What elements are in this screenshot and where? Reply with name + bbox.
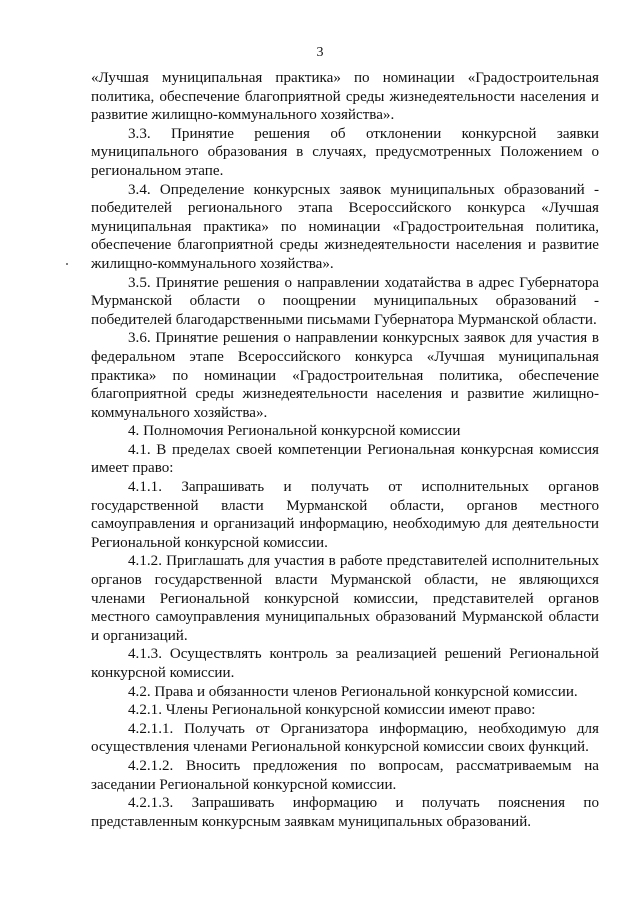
paragraph-4-2-1: 4.2.1. Члены Региональной конкурсной комиссии имеют право: (128, 702, 536, 719)
paragraph-4-1: 4.1. В пределах своей компетенции Региональная конкурсная комиссия имеет право: (91, 441, 599, 477)
paragraph-4-2-1-1: 4.2.1.1. Получать от Организатора информацию, необходимую для осуществления членами Региональной конкурсной комиссии своих функций. (91, 720, 599, 756)
paragraph-4-2-1-3: 4.2.1.3. Запрашивать информацию и получать пояснения по представленным конкурсным заявкам муниципальных образований. (91, 795, 599, 830)
paragraph-continuation: «Лучшая муниципальная практика» по номинации «Градостроительная политика, обеспечение благоприятной среды жизнедеятельности населения и развитие жилищно-коммунального хозяйства». (91, 70, 599, 124)
paragraph-4-1-3: 4.1.3. Осуществлять контроль за реализацией решений Региональной конкурсной комиссии. (91, 646, 599, 681)
page-number: 3 (316, 45, 324, 60)
paragraph-3-5: 3.5. Принятие решения о направлении ходатайства в адрес Губернатора Мурманской области о поощрении муниципальных образований - победителей благодарственными письмами Губернатора Мурманской области. (91, 274, 599, 328)
scan-artifact-dot (66, 263, 68, 265)
paragraph-4-1-1: 4.1.1. Запрашивать и получать от исполнительных органов государственной власти Мурманской области, органов местного самоуправления и организаций информацию, необходимую для деятельности Региональной конкурсной комиссии. (91, 479, 599, 551)
paragraph-3-6: 3.6. Принятие решения о направлении конкурсных заявок для участия в федеральном этапе Всероссийского конкурса «Лучшая муниципальная практика» по номинации «Градостроительная политика, обеспечение благоприятной среды жизнедеятельности населения и развитие жилищно-коммунального хозяйства». (91, 330, 599, 421)
document-body (91, 69, 599, 831)
paragraph-4-2: 4.2. Права и обязанности членов Региональной конкурсной комиссии. (128, 683, 578, 700)
paragraph-4-2-1-2: 4.2.1.2. Вносить предложения по вопросам, рассматриваемым на заседании Региональной конкурсной комиссии. (91, 757, 599, 793)
paragraph-3-3: 3.3. Принятие решения об отклонении конкурсной заявки муниципального образования в случаях, предусмотренных Положением о региональном этапе. (91, 125, 599, 179)
section-heading: 4. Полномочия Региональной конкурсной комиссии (128, 423, 461, 440)
paragraph-3-4: 3.4. Определение конкурсных заявок муниципальных образований - победителей регионального этапа Всероссийского конкурса «Лучшая муниципальная практика» по номинации «Градостроительная политика, обеспечение благоприятной среды жизнедеятельности населения и развитие жилищно-коммунального хозяйства». (91, 181, 599, 272)
paragraph-4-1-2: 4.1.2. Приглашать для участия в работе представителей исполнительных органов государственной власти Мурманской области, не являющихся членами Региональной конкурсной комиссии, представителей органов местного самоуправления муниципальных образований Мурманской области и организаций. (91, 553, 599, 644)
